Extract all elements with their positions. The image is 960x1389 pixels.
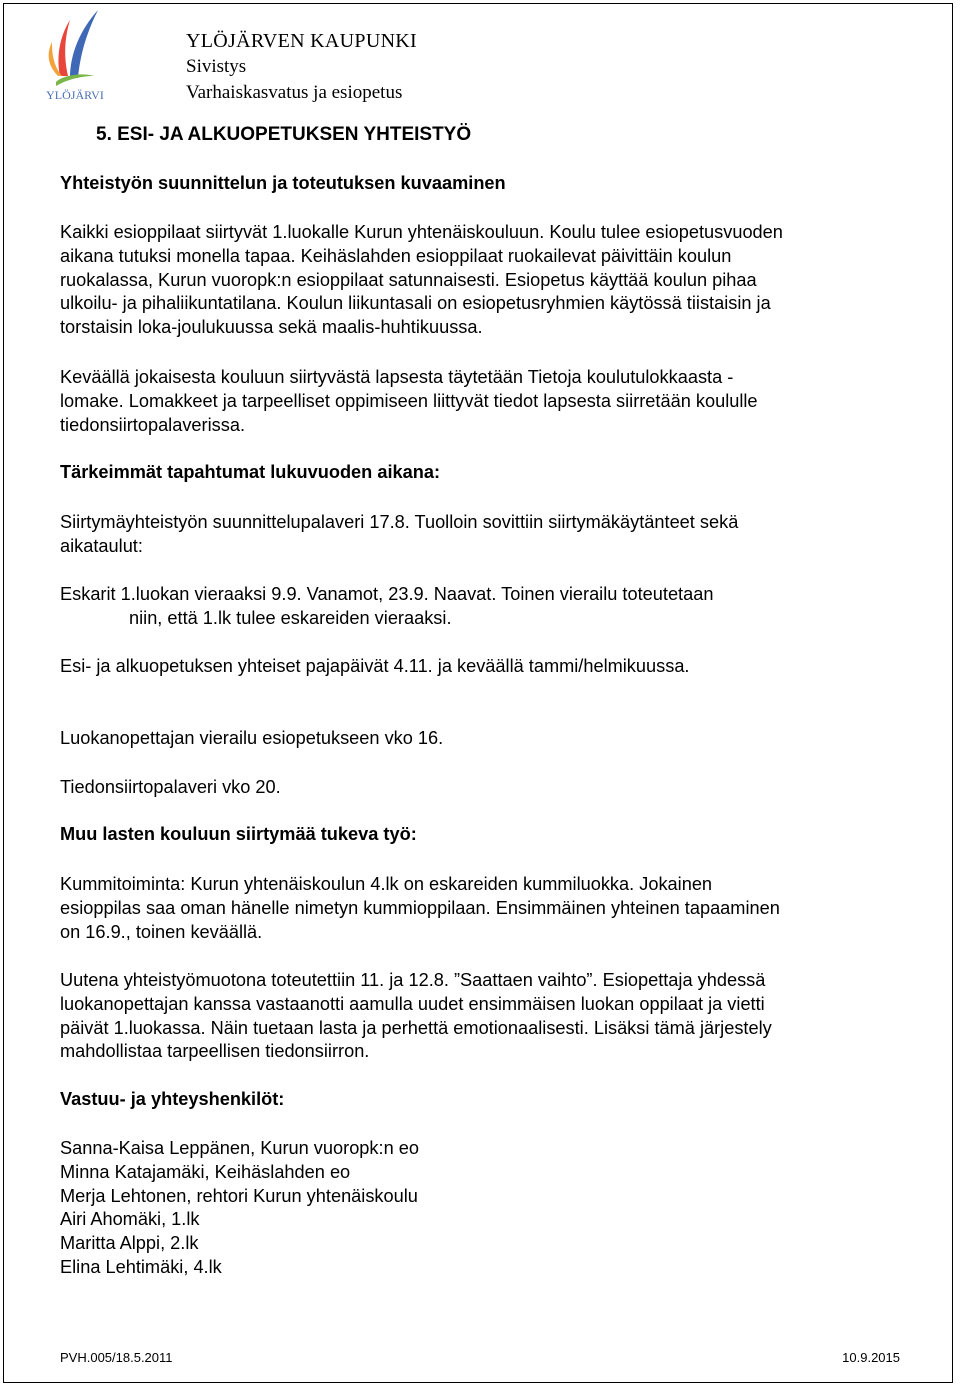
paragraph-form — [60, 366, 758, 437]
subtitle-planning: Yhteistyön suunnittelun ja toteutuksen kuvaaminen — [60, 173, 506, 193]
paragraph-line: tiedonsiirtopalaverissa. — [60, 414, 246, 435]
logo-wordmark: YLÖJÄRVI — [46, 88, 104, 102]
contact-list — [60, 1137, 419, 1280]
org-unit: Varhaiskasvatus ja esiopetus — [186, 82, 403, 103]
paragraph-line: luokanopettajan kanssa vastaanotti aamulla uudet ensimmäisen luokan oppilaat ja vietti — [60, 993, 765, 1014]
paragraph-line: torstaisin loka-joulukuussa sekä maalis-huhtikuussa. — [60, 317, 483, 338]
heading-events: Tärkeimmät tapahtumat lukuvuoden aikana: — [60, 462, 441, 482]
event-teacher-visit: Luokanopettajan vierailu esiopetukseen vko 16. — [60, 728, 444, 748]
event-info-meeting: Tiedonsiirtopalaveri vko 20. — [60, 777, 281, 797]
paragraph-line: ulkoilu- ja pihaliikuntatilana. Koulun liikuntasali on esiopetusryhmien käytössä tiistaisin ja — [60, 293, 771, 314]
contact-item: Maritta Alppi, 2.lk — [60, 1233, 199, 1254]
paragraph-line: on 16.9., toinen keväällä. — [60, 921, 263, 942]
org-department: Sivistys — [186, 56, 247, 77]
footer-document-code: PVH.005/18.5.2011 — [60, 1350, 173, 1365]
event-workshop-days: Esi- ja alkuopetuksen yhteiset pajapäivät 4.11. ja keväällä tammi/helmikuussa. — [60, 656, 690, 676]
footer-date: 10.9.2015 — [842, 1350, 900, 1365]
org-name: YLÖJÄRVEN KAUPUNKI — [186, 30, 418, 52]
contact-item: Minna Katajamäki, Keihäslahden eo — [60, 1161, 351, 1182]
paragraph-line: aikana tutuksi monella tapaa. Keihäslahden esioppilaat ruokailevat päivittäin koulun — [60, 245, 732, 266]
event-planning-meeting — [60, 511, 738, 559]
paragraph-line: Uutena yhteistyömuotona toteutettiin 11. ja 12.8. ”Saattaen vaihto”. Esiopettaja yhdessä — [60, 970, 766, 990]
paragraph-transition — [60, 221, 783, 340]
event-line: aikataulut: — [60, 535, 143, 556]
paragraph-line: Kummitoiminta: Kurun yhtenäiskoulun 4.lk on eskareiden kummiluokka. Jokainen — [60, 874, 713, 894]
event-line: Eskarit 1.luokan vieraaksi 9.9. Vanamot, 23.9. Naavat. Toinen vierailu toteutetaan — [60, 584, 714, 604]
paragraph-line: päivät 1.luokassa. Näin tuetaan lasta ja perhettä emotionaalisesti. Lisäksi tämä järjestely — [60, 1017, 772, 1038]
event-visits — [60, 583, 713, 631]
heading-contacts: Vastuu- ja yhteyshenkilöt: — [60, 1089, 285, 1109]
organization-header — [186, 28, 417, 106]
paragraph-line: ruokalassa, Kurun vuoropk:n esioppilaat satunnaisesti. Esiopetus käyttää koulun pihaa — [60, 269, 757, 290]
paragraph-line: esioppilas saa oman hänelle nimetyn kummioppilaan. Ensimmäinen yhteinen tapaaminen — [60, 897, 780, 918]
paragraph-new-cooperation — [60, 969, 772, 1064]
event-line: niin, että 1.lk tulee eskareiden vieraaksi. — [129, 607, 452, 628]
paragraph-line: Keväällä jokaisesta kouluun siirtyvästä lapsesta täytetään Tietoja koulutulokkaasta - — [60, 367, 734, 387]
paragraph-line: mahdollistaa tarpeellisen tiedonsiirron. — [60, 1041, 370, 1062]
section-title: 5. ESI- JA ALKUOPETUKSEN YHTEISTYÖ — [96, 124, 472, 145]
contact-item: Merja Lehtonen, rehtori Kurun yhtenäiskoulu — [60, 1185, 418, 1206]
contact-item: Sanna-Kaisa Leppänen, Kurun vuoropk:n eo — [60, 1138, 419, 1158]
paragraph-line: Kaikki esioppilaat siirtyvät 1.luokalle Kurun yhtenäiskouluun. Koulu tulee esiopetusvuoden — [60, 222, 783, 242]
heading-other-work: Muu lasten kouluun siirtymää tukeva työ: — [60, 824, 417, 844]
contact-item: Airi Ahomäki, 1.lk — [60, 1209, 200, 1230]
contact-item: Elina Lehtimäki, 4.lk — [60, 1256, 222, 1277]
paragraph-line: lomake. Lomakkeet ja tarpeelliset oppimiseen liittyvät tiedot lapsesta siirretään koululle — [60, 390, 758, 411]
event-line: Siirtymäyhteistyön suunnittelupalaveri 17.8. Tuolloin sovittiin siirtymäkäytänteet sekä — [60, 512, 739, 532]
paragraph-mentoring — [60, 873, 780, 944]
